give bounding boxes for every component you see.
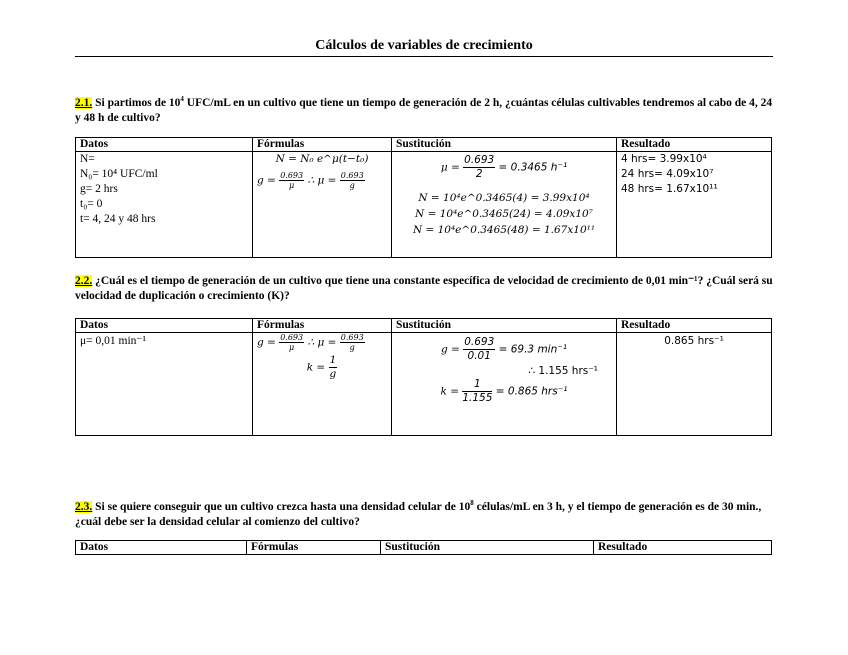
sust-therefore: ∴ 1.155 hrs⁻¹ <box>528 365 598 377</box>
question-text: Si partimos de 10 <box>92 96 181 109</box>
formula-fraction <box>279 171 304 190</box>
column-header-formulas: Fórmulas <box>247 541 381 555</box>
column-header-resultado: Resultado <box>594 541 772 555</box>
datos-cell <box>76 333 253 436</box>
table-2-3 <box>75 540 772 555</box>
fraction-numerator: 0.693 <box>464 336 495 348</box>
column-header-resultado: Resultado <box>617 138 772 152</box>
sust-mu <box>396 154 612 181</box>
datos-line: N= <box>80 153 95 165</box>
sust-line: N = 10⁴e^0.3465(24) = 4.09x10⁷ <box>415 208 593 220</box>
fraction-numerator: 0.693 <box>464 154 495 166</box>
sust-k <box>396 378 612 405</box>
table-2-1 <box>75 137 772 258</box>
page-title: Cálculos de variables de crecimiento <box>315 38 533 53</box>
fraction-denominator: 2 <box>475 168 483 180</box>
formulas-cell <box>253 152 392 258</box>
sust-lines <box>396 190 612 238</box>
question-exponent: 8 <box>470 499 474 507</box>
formula-fraction <box>329 354 338 381</box>
resultado-cell <box>617 333 772 436</box>
sust-line: N = 10⁴e^0.3465(48) = 1.67x10¹¹ <box>412 224 596 236</box>
formula-k <box>257 354 387 381</box>
column-header-formulas: Fórmulas <box>253 319 392 333</box>
question-text-rest: células/mL en 3 h, y el tiempo de generación es de 30 min., ¿cuál debe ser la densidad celular al comienzo del cultivo? <box>75 500 762 528</box>
resultado-line: 24 hrs= 4.09x10⁷ <box>621 168 714 180</box>
datos-line: μ= 0,01 min⁻¹ <box>80 335 146 347</box>
column-header-sustitucion: Sustitución <box>381 541 594 555</box>
formula-fraction <box>340 333 365 352</box>
sust-rhs: = 0.865 hrs⁻¹ <box>495 385 568 398</box>
sust-lhs: g = <box>440 343 460 356</box>
datos-line: g= 2 hrs <box>80 183 118 195</box>
sustitucion-cell <box>392 152 617 258</box>
fraction-numerator: 0.693 <box>340 171 364 180</box>
sust-g <box>396 336 612 363</box>
fraction-denominator: μ <box>289 181 295 190</box>
resultado-line: 4 hrs= 3.99x10⁴ <box>621 153 707 165</box>
resultado-line: 48 hrs= 1.67x10¹¹ <box>621 183 718 195</box>
formula-lhs: g = <box>257 336 276 349</box>
fraction-numerator: 0.693 <box>280 333 304 342</box>
sust-rhs: = 69.3 min⁻¹ <box>498 343 567 356</box>
datos-line: N₀= 10⁴ UFC/ml <box>80 168 158 180</box>
formula-generation <box>257 333 387 352</box>
question-number: 2.3. <box>75 500 93 513</box>
fraction-denominator: g <box>329 368 337 380</box>
title-divider <box>75 56 773 57</box>
column-header-formulas: Fórmulas <box>253 138 392 152</box>
column-header-resultado: Resultado <box>617 319 772 333</box>
sust-lhs: k = <box>440 385 459 398</box>
formula-generation <box>257 171 387 190</box>
datos-line: t₀= 0 <box>80 198 103 210</box>
column-header-datos: Datos <box>76 541 247 555</box>
fraction-denominator: μ <box>289 343 295 352</box>
fraction-numerator: 0.693 <box>340 333 364 342</box>
question-exponent: 4 <box>180 95 184 103</box>
formulas-cell <box>253 333 392 436</box>
question-2-1 <box>75 92 775 126</box>
question-number: 2.1. <box>75 96 93 109</box>
sust-fraction <box>463 154 495 181</box>
fraction-numerator: 1 <box>462 378 492 392</box>
fraction-denominator: g <box>349 343 355 352</box>
question-text: ¿Cuál es el tiempo de generación de un cultivo que tiene una constante específica de velocidad de crecimiento de 0,01 min⁻¹? ¿Cuál será su velocidad de duplicación o crecimiento (K)? <box>75 275 773 302</box>
fraction-numerator: 1 <box>329 354 337 366</box>
formula-growth: N = N₀ e^μ(t−t₀) <box>275 153 369 165</box>
resultado-line: 0.865 hrs⁻¹ <box>664 335 724 347</box>
sust-line: N = 10⁴e^0.3465(4) = 3.99x10⁴ <box>418 192 590 204</box>
column-header-sustitucion: Sustitución <box>392 138 617 152</box>
datos-line: t= 4, 24 y 48 hrs <box>80 213 156 225</box>
column-header-datos: Datos <box>76 319 253 333</box>
formula-lhs: k = <box>306 361 326 374</box>
formula-lhs: g = <box>257 174 276 187</box>
formula-therefore: ∴ μ = <box>307 336 337 349</box>
question-number: 2.2. <box>75 275 93 287</box>
fraction-denominator: 1.155 <box>462 392 493 404</box>
sust-rhs: = 0.3465 h⁻¹ <box>498 161 568 174</box>
question-text-rest: UFC/mL en un cultivo que tiene un tiempo de generación de 2 h, ¿cuántas células cultivables tendremos al cabo de 4, 24 y 48 h de cultivo? <box>75 96 773 124</box>
question-text: Si se quiere conseguir que un cultivo crezca hasta una densidad celular de 10 <box>92 500 471 513</box>
sustitucion-cell <box>392 333 617 436</box>
question-2-2 <box>75 274 775 304</box>
formula-therefore: ∴ μ = <box>307 174 337 187</box>
sust-fraction <box>462 378 492 405</box>
sust-lhs: μ = <box>440 161 460 174</box>
datos-cell <box>76 152 253 258</box>
fraction-denominator: 0.01 <box>467 350 491 362</box>
sust-fraction <box>463 336 495 363</box>
formula-fraction <box>279 333 304 352</box>
formula-fraction <box>340 171 365 190</box>
column-header-sustitucion: Sustitución <box>392 319 617 333</box>
fraction-denominator: g <box>349 181 355 190</box>
table-2-2 <box>75 318 772 436</box>
fraction-numerator: 0.693 <box>280 171 304 180</box>
resultado-cell <box>617 152 772 258</box>
question-2-3 <box>75 496 775 530</box>
column-header-datos: Datos <box>76 138 253 152</box>
